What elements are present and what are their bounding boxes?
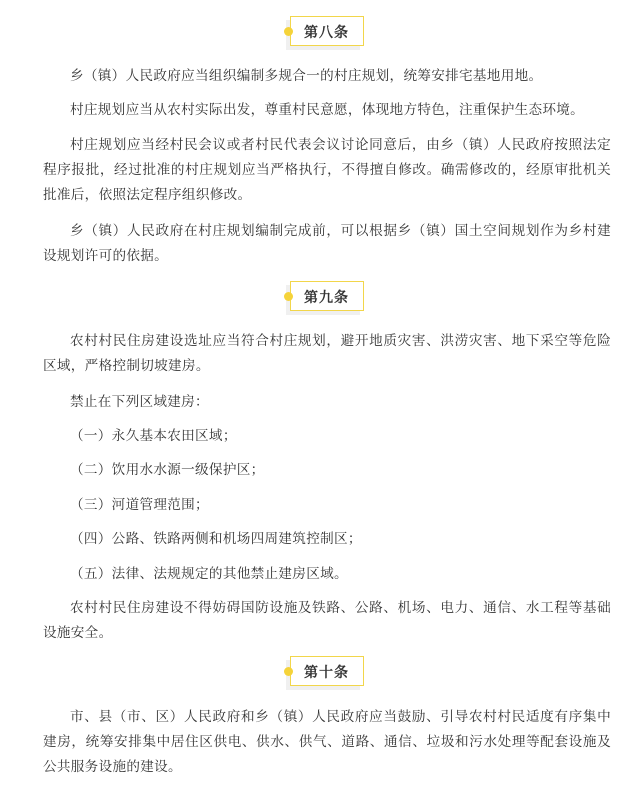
article-9-paragraph-1: 农村村民住房建设选址应当符合村庄规划，避开地质灾害、洪涝灾害、地下采空等危险区域，严格控制切坡建房。 — [43, 333, 611, 374]
article-10-paragraph-1: 市、县（市、区）人民政府和乡（镇）人民政府应当鼓励、引导农村村民适度有序集中建房，统筹安排集中居住区供电、供水、供气、道路、通信、垃圾和污水处理等配套设施及公共服务设施的建设。 — [43, 709, 611, 775]
article-9-title: 第九条 — [304, 290, 349, 306]
article-10-heading — [0, 656, 640, 694]
list-item: （一）永久基本农田区域； — [70, 428, 237, 444]
article-9-paragraph-2: 农村村民住房建设不得妨碍国防设施及铁路、公路、机场、电力、通信、水工程等基础设施安全。 — [43, 600, 611, 641]
article-8-heading — [0, 16, 640, 54]
bullet-dot-icon — [284, 667, 293, 676]
list-item: （二）饮用水水源一级保护区； — [70, 462, 265, 478]
list-item: （四）公路、铁路两侧和机场四周建筑控制区； — [70, 531, 362, 547]
list-item: （五）法律、法规规定的其他禁止建房区域。 — [70, 566, 348, 582]
article-8-paragraph-2: 村庄规划应当从农村实际出发，尊重村民意愿，体现地方特色，注重保护生态环境。 — [70, 102, 585, 118]
bullet-dot-icon — [284, 27, 293, 36]
article-8-title: 第八条 — [304, 25, 349, 41]
bullet-dot-icon — [284, 292, 293, 301]
article-9-heading — [0, 281, 640, 319]
list-item: （三）河道管理范围； — [70, 497, 209, 513]
article-9-intro: 禁止在下列区域建房： — [70, 394, 209, 410]
article-8-paragraph-4: 乡（镇）人民政府在村庄规划编制完成前，可以根据乡（镇）国土空间规划作为乡村建设规划许可的依据。 — [43, 223, 611, 264]
article-8-paragraph-3: 村庄规划应当经村民会议或者村民代表会议讨论同意后，由乡（镇）人民政府按照法定程序报批，经过批准的村庄规划应当严格执行，不得擅自修改。确需修改的，经原审批机关批准后，依照法定程序组织修改。 — [43, 137, 611, 203]
article-10-title: 第十条 — [304, 665, 349, 681]
article-8-paragraph-1: 乡（镇）人民政府应当组织编制多规合一的村庄规划，统筹安排宅基地用地。 — [70, 68, 543, 84]
